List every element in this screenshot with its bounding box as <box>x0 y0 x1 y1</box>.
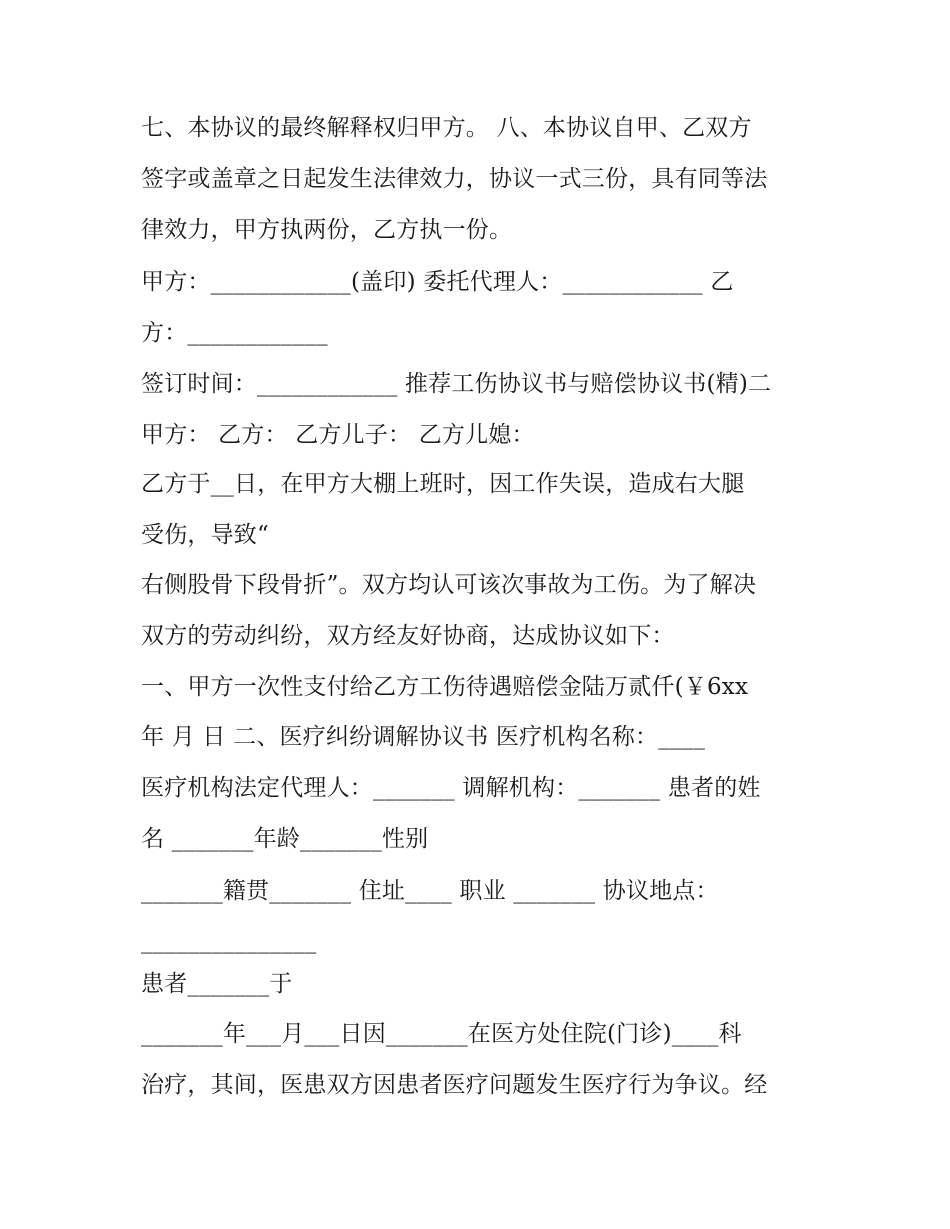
text-line: 右侧股骨下段骨折”。双方均认可该次事故为工伤。为了解决 <box>141 572 757 598</box>
text-line: 名 _______年龄_______性别 <box>141 826 429 852</box>
text-line: _______年___月___日因_______在医方处住院(门诊)____科 <box>141 1021 742 1047</box>
text-line: 七、本协议的最终解释权归甲方。 八、本协议自甲、乙双方 <box>141 115 752 141</box>
text-line: 患者_______于 <box>141 971 293 997</box>
text-line: 甲方：____________(盖印) 委托代理人：____________ 乙 <box>141 269 734 295</box>
text-line: 医疗机构法定代理人：_______ 调解机构：_______ 患者的姓 <box>141 775 761 801</box>
text-line: 方：____________ <box>141 320 328 346</box>
text-line: 甲方： 乙方： 乙方儿子： 乙方儿媳： <box>141 422 535 448</box>
text-line: 受伤，导致“ <box>141 522 269 548</box>
text-line: 一、甲方一次性支付给乙方工伤待遇赔偿金陆万贰仟(￥6xx <box>141 674 749 700</box>
text-line: 乙方于__日，在甲方大棚上班时，因工作失误，造成右大腿 <box>141 471 745 497</box>
text-line: _______籍贯_______ 住址____ 职业 _______ 协议地点： <box>141 878 719 904</box>
text-line: 年 月 日 二、医疗纠纷调解协议书 医疗机构名称：____ <box>141 724 706 750</box>
text-line: 签订时间：____________ 推荐工伤协议书与赔偿协议书(精)二 <box>141 371 772 397</box>
text-line: 治疗，其间，医患双方因患者医疗问题发生医疗行为争议。经 <box>141 1072 768 1098</box>
text-line: 律效力，甲方执两份，乙方执一份。 <box>141 217 513 243</box>
text-line: 签字或盖章之日起发生法律效力，协议一式三份，具有同等法 <box>141 166 768 192</box>
text-line: _______________ <box>141 928 317 954</box>
text-line: 双方的劳动纠纷，双方经友好协商，达成协议如下： <box>141 623 675 649</box>
